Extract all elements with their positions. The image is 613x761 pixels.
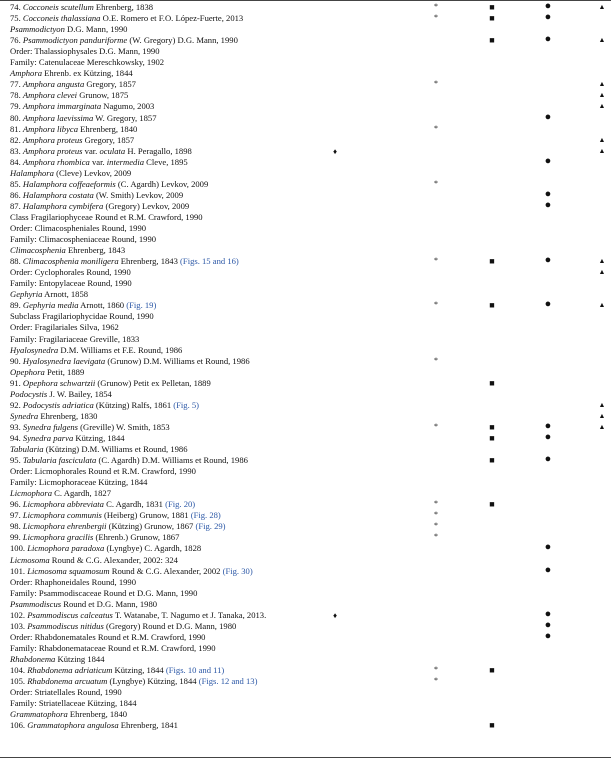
taxon-text: 75. xyxy=(10,13,23,24)
taxon-label xyxy=(10,24,127,35)
triangle-marker: ▲ xyxy=(598,80,606,89)
asterisk-marker: * xyxy=(434,2,438,11)
taxon-name-italic: Halamphora costata xyxy=(22,189,94,200)
taxon-text: 74. xyxy=(10,2,23,12)
circle-marker: ● xyxy=(544,198,552,211)
taxon-text: 97. xyxy=(10,510,23,521)
taxon-name-italic: Psammodictyon xyxy=(10,24,65,35)
taxon-text: 105. xyxy=(10,676,28,687)
taxon-label xyxy=(10,223,146,234)
taxon-text: Round & C.G. Alexander, 2002 xyxy=(109,565,223,576)
taxon-name-italic: Hyalosynedra xyxy=(10,344,59,355)
table-row xyxy=(10,720,610,732)
taxon-text: Order: Cyclophorales Round, 1990 xyxy=(10,267,131,278)
taxon-name-italic: Licmophora paradoxa xyxy=(27,543,105,554)
taxon-label xyxy=(10,643,216,654)
taxon-text: Ehrenberg, 1840 xyxy=(67,709,128,720)
taxon-label xyxy=(10,665,224,676)
taxon-name-italic: Cocconeis thalassiana xyxy=(22,13,101,24)
asterisk-marker: * xyxy=(434,521,438,531)
taxon-text: 95. xyxy=(10,455,23,466)
circle-marker: ● xyxy=(544,254,552,267)
taxon-text: 80. xyxy=(10,112,23,123)
taxon-text: (W. Gregory) D.G. Mann, 1990 xyxy=(127,35,238,46)
triangle-marker: ▲ xyxy=(598,400,606,409)
taxon-label xyxy=(10,35,238,46)
taxon-label xyxy=(10,13,243,24)
taxon-text: 99. xyxy=(10,532,23,543)
taxon-label xyxy=(10,422,170,433)
circle-marker: ● xyxy=(544,563,552,576)
figure-reference: (Fig. 29) xyxy=(195,521,226,532)
square-marker: ■ xyxy=(489,432,495,443)
taxon-label xyxy=(10,610,266,621)
taxon-label xyxy=(10,455,248,466)
square-marker: ■ xyxy=(489,2,495,12)
taxon-text: Order: Rhaphoneidales Round, 1990 xyxy=(10,576,137,587)
asterisk-marker: * xyxy=(434,665,438,674)
taxon-name-italic: oculata xyxy=(99,145,126,156)
square-marker: ■ xyxy=(489,13,495,24)
taxon-text: Kützing, 1844 xyxy=(73,432,125,443)
taxon-text: C. Agardh, 1827 xyxy=(52,488,111,499)
taxon-text: Kützing 1844 xyxy=(55,653,105,664)
taxon-label xyxy=(10,654,105,665)
taxon-text: (Ehrenb.) Grunow, 1867 xyxy=(93,532,180,543)
asterisk-marker: * xyxy=(434,676,438,686)
taxon-label xyxy=(10,698,137,709)
taxon-label xyxy=(10,311,154,322)
taxon-text: Order: Striatellales Round, 1990 xyxy=(10,687,122,698)
taxon-text: Class Fragilariophyceae Round et R.M. Crawford, 1990 xyxy=(10,211,203,222)
circle-marker: ● xyxy=(544,11,552,24)
taxon-label xyxy=(10,256,239,267)
taxon-text: 98. xyxy=(10,521,23,532)
taxon-name-italic: Gephyria media xyxy=(22,300,79,311)
taxon-text: 104. xyxy=(10,665,28,675)
taxon-label xyxy=(10,367,84,378)
taxon-label xyxy=(10,157,188,168)
taxon-text: Arnott, 1858 xyxy=(42,289,89,300)
taxon-text: (C. Agardh) D.M. Williams et Round, 1986 xyxy=(96,455,248,466)
taxon-text: 93. xyxy=(10,421,23,432)
taxon-name-italic: Rhabdonema arcuatum xyxy=(27,676,108,687)
figure-reference: (Figs. 10 and 11) xyxy=(165,665,225,675)
taxon-text: 78. xyxy=(10,90,23,101)
taxon-text: Ehrenberg, 1840 xyxy=(78,123,138,134)
taxon-text: Family: Licmophoraceae Kützing, 1844 xyxy=(10,477,148,488)
circle-marker: ● xyxy=(544,629,552,642)
asterisk-marker: * xyxy=(434,13,438,23)
taxon-text: 82. xyxy=(10,134,23,145)
taxon-label xyxy=(10,234,156,245)
taxon-name-italic: Amphora rhombica xyxy=(22,156,90,167)
asterisk-marker: * xyxy=(434,421,438,431)
taxon-text: Arnott, 1860 xyxy=(78,300,127,311)
taxon-text: Family: Fragilariaceae Greville, 1833 xyxy=(10,333,140,344)
taxon-text: 85. xyxy=(10,178,23,189)
taxon-label xyxy=(10,90,128,101)
taxon-name-italic: Climacosphenia xyxy=(10,245,66,256)
taxon-name-italic: Podocystis xyxy=(10,388,48,399)
taxon-name-italic: Psammodiscus xyxy=(10,598,62,609)
taxon-name-italic: Amphora proteus xyxy=(22,134,83,145)
circle-marker: ● xyxy=(544,453,552,466)
taxon-label xyxy=(10,621,236,632)
square-marker: ■ xyxy=(489,455,495,466)
taxon-text: 91. xyxy=(10,377,23,388)
diamond-marker: ♦ xyxy=(332,610,338,620)
taxon-text: (Kützing) D.M. Williams et Round, 1986 xyxy=(43,444,188,454)
taxon-label xyxy=(10,510,221,521)
taxon-name-italic: Rhabdonema adriaticum xyxy=(27,665,113,675)
taxon-label xyxy=(10,245,125,256)
taxon-label xyxy=(10,477,147,488)
taxon-text: (Lyngbye) Kützing, 1844 xyxy=(107,676,199,687)
triangle-marker: ▲ xyxy=(598,257,606,266)
taxon-name-italic: Cocconeis scutellum xyxy=(22,2,94,12)
taxon-text: J. W. Bailey, 1854 xyxy=(47,388,112,399)
taxon-text: Ehrenberg, 1843 xyxy=(65,245,126,256)
taxon-text: (Heiberg) Grunow, 1881 xyxy=(101,510,191,521)
asterisk-marker: * xyxy=(434,532,438,542)
figure-reference: (Fig. 30) xyxy=(222,565,253,576)
taxon-text: Cleve, 1895 xyxy=(144,156,188,167)
taxon-label xyxy=(10,543,201,554)
square-marker: ■ xyxy=(489,300,495,311)
taxon-text: Petit, 1889 xyxy=(44,366,85,377)
asterisk-marker: * xyxy=(434,499,438,509)
taxon-text: Family: Rhabdonemataceae Round et R.M. Crawford, 1990 xyxy=(10,642,216,653)
taxon-text: (Gregory) Round et D.G. Mann, 1980 xyxy=(103,620,237,631)
taxon-name-italic: Tabularia xyxy=(10,444,44,454)
taxon-name-italic: Synedra xyxy=(10,410,39,421)
taxon-text: 83. xyxy=(10,145,23,156)
taxon-label xyxy=(10,499,195,510)
taxon-label xyxy=(10,444,188,455)
asterisk-marker: * xyxy=(434,300,438,310)
taxon-label xyxy=(10,676,257,687)
taxon-text: 96. xyxy=(10,499,23,510)
taxon-label xyxy=(10,577,136,588)
diamond-marker: ♦ xyxy=(332,146,338,156)
taxon-text: Family: Catenulaceae Mereschkowsky, 1902 xyxy=(10,57,165,68)
taxon-label xyxy=(10,433,125,444)
taxon-text: Ehrenberg, 1841 xyxy=(118,720,178,731)
figure-reference: (Fig. 28) xyxy=(190,510,221,521)
taxon-name-italic: Licmophora xyxy=(10,488,53,499)
taxon-text: H. Peragallo, 1898 xyxy=(125,145,192,156)
table-bottom-rule xyxy=(0,757,611,758)
taxon-text: Gregory, 1857 xyxy=(82,134,135,145)
taxon-text: W. Gregory, 1857 xyxy=(93,112,157,123)
taxon-text: 87. xyxy=(10,200,23,211)
taxon-label xyxy=(10,687,122,698)
taxon-text: (Kützing) Ralfs, 1861 xyxy=(93,399,174,410)
taxon-name-italic: Licmophora ehrenbergii xyxy=(22,521,107,532)
taxon-text: Order: Thalassiophysales D.G. Mann, 1990 xyxy=(10,46,160,57)
taxon-label xyxy=(10,289,88,300)
taxon-name-italic: Opephora xyxy=(10,366,45,377)
taxon-text: Grunow, 1875 xyxy=(77,90,129,101)
taxon-label xyxy=(10,532,179,543)
taxon-label xyxy=(10,356,250,367)
figure-reference: (Figs. 12 and 13) xyxy=(198,676,258,687)
taxon-name-italic: Gephyria xyxy=(10,289,43,300)
taxon-text: Round et D.G. Mann, 1980 xyxy=(61,598,158,609)
figure-reference: (Figs. 15 and 16) xyxy=(180,256,239,267)
taxon-text: 94. xyxy=(10,432,23,443)
square-marker: ■ xyxy=(489,377,495,388)
taxon-text: Order: Fragilariales Silva, 1962 xyxy=(10,322,119,333)
figure-reference: (Fig. 20) xyxy=(165,499,196,510)
circle-marker: ● xyxy=(544,618,552,631)
taxon-label xyxy=(10,488,111,499)
square-marker: ■ xyxy=(489,720,495,731)
square-marker: ■ xyxy=(489,665,495,675)
taxon-text: Family: Psammodiscaceae Round et D.G. Mann, 1990 xyxy=(10,587,198,598)
circle-marker: ● xyxy=(544,154,552,167)
taxon-text: 77. xyxy=(10,79,23,90)
taxon-text: (Grunow) D.M. Williams et Round, 1986 xyxy=(105,355,250,366)
taxon-name-italic: Psammodictyon panduriforme xyxy=(22,35,128,46)
taxon-name-italic: Amphora immarginata xyxy=(22,101,102,112)
taxon-text: (C. Agardh) Levkov, 2009 xyxy=(115,178,209,189)
taxon-name-italic: Licmophora abbreviata xyxy=(22,499,104,510)
taxon-text: Kützing, 1844 xyxy=(112,665,166,675)
taxon-text: 88. xyxy=(10,256,23,267)
taxon-text: 86. xyxy=(10,189,23,200)
taxon-name-italic: Amphora xyxy=(10,68,42,79)
taxon-label xyxy=(10,389,112,400)
taxon-text: C. Agardh, 1831 xyxy=(103,499,166,510)
taxon-name-italic: Amphora angusta xyxy=(22,79,85,90)
circle-marker: ● xyxy=(544,110,552,123)
taxon-text: D.M. Williams et F.E. Round, 1986 xyxy=(58,344,183,355)
taxon-text: (W. Smith) Levkov, 2009 xyxy=(93,189,184,200)
taxon-text: Ehrenberg, 1830 xyxy=(38,410,98,421)
square-marker: ■ xyxy=(489,421,495,432)
circle-marker: ● xyxy=(544,33,552,46)
taxon-label xyxy=(10,212,203,223)
taxon-name-italic: Synedra parva xyxy=(22,432,74,443)
taxon-text: (Gregory) Levkov, 2009 xyxy=(103,200,190,211)
taxon-text: 81. xyxy=(10,123,23,134)
square-marker: ■ xyxy=(489,256,495,267)
taxon-name-italic: Tabularia fasciculata xyxy=(22,455,97,466)
triangle-marker: ▲ xyxy=(598,102,606,111)
taxon-text: Ehrenberg, 1838 xyxy=(93,2,154,12)
taxon-text: Order: Climacospheniales Round, 1990 xyxy=(10,223,147,233)
taxon-name-italic: Amphora laevissima xyxy=(22,112,94,123)
taxon-text: (Lyngbye) C. Agardh, 1828 xyxy=(104,543,202,554)
taxon-label xyxy=(10,345,182,356)
asterisk-marker: * xyxy=(434,79,438,89)
taxon-name-italic: Licmosoma xyxy=(10,554,50,565)
taxon-name-italic: Licmophora communis xyxy=(22,510,102,521)
taxon-text: T. Watanabe, T. Nagumo et J. Tanaka, 2013. xyxy=(112,609,267,620)
circle-marker: ● xyxy=(544,607,552,620)
taxon-label xyxy=(10,135,134,146)
square-marker: ■ xyxy=(489,499,495,510)
taxon-name-italic: Halamphora coffeaeformis xyxy=(22,178,116,189)
taxon-name-italic: Hyalosynedra laevigata xyxy=(22,355,106,366)
figure-reference: (Fig. 5) xyxy=(173,399,200,410)
triangle-marker: ▲ xyxy=(598,411,606,420)
taxon-name-italic: Amphora clevei xyxy=(22,90,78,101)
circle-marker: ● xyxy=(544,430,552,443)
taxon-name-italic: Climacosphenia moniligera xyxy=(22,256,119,267)
taxon-text: 84. xyxy=(10,156,23,167)
taxon-name-italic: Halamphora cymbifera xyxy=(22,200,104,211)
taxon-text: 103. xyxy=(10,620,28,631)
taxon-text: O.E. Romero et F.O. López-Fuerte, 2013 xyxy=(100,13,244,24)
triangle-marker: ▲ xyxy=(598,422,606,431)
taxon-text: Order: Licmophorales Round et R.M. Crawford, 1990 xyxy=(10,466,196,477)
taxon-text: Family: Entopylaceae Round, 1990 xyxy=(10,278,132,289)
taxon-label xyxy=(10,521,226,532)
taxon-label xyxy=(10,68,133,79)
taxon-text: 101. xyxy=(10,565,28,576)
taxon-text: 102. xyxy=(10,609,28,620)
taxon-text: Family: Climacospheniaceae Round, 1990 xyxy=(10,234,157,245)
square-marker: ■ xyxy=(489,35,495,46)
taxon-label xyxy=(10,709,127,720)
taxon-label xyxy=(10,201,189,212)
triangle-marker: ▲ xyxy=(598,146,606,155)
taxon-label xyxy=(10,46,160,57)
taxon-label xyxy=(10,378,211,389)
taxon-label xyxy=(10,466,196,477)
asterisk-marker: * xyxy=(434,355,438,365)
taxon-label xyxy=(10,334,139,345)
taxon-text: 100. xyxy=(10,543,28,554)
taxon-text: 90. xyxy=(10,355,23,366)
triangle-marker: ▲ xyxy=(598,301,606,310)
taxon-text: var. xyxy=(89,156,107,167)
taxon-label xyxy=(10,720,178,731)
taxon-label xyxy=(10,322,119,333)
taxon-text: (Greville) W. Smith, 1853 xyxy=(78,421,170,432)
taxon-name-italic: Podocystis adriatica xyxy=(22,399,94,410)
triangle-marker: ▲ xyxy=(598,3,606,11)
taxon-text: Gregory, 1857 xyxy=(84,79,136,90)
taxon-label xyxy=(10,278,132,289)
taxon-name-italic: Grammatophora angulosa xyxy=(27,720,119,731)
taxon-label xyxy=(10,113,157,124)
taxon-name-italic: Opephora schwartzii xyxy=(22,377,96,388)
triangle-marker: ▲ xyxy=(598,36,606,45)
taxon-label xyxy=(10,411,97,422)
taxon-label xyxy=(10,599,157,610)
triangle-marker: ▲ xyxy=(598,268,606,277)
taxon-text: Round & C.G. Alexander, 2002: 324 xyxy=(49,554,178,565)
taxon-text: 79. xyxy=(10,101,23,112)
taxon-text: Subclass Fragilariophycidae Round, 1990 xyxy=(10,311,154,322)
taxon-label xyxy=(10,124,137,135)
taxon-name-italic: Licmophora gracilis xyxy=(22,532,94,543)
taxon-label xyxy=(10,168,131,179)
taxon-label xyxy=(10,101,154,112)
circle-marker: ● xyxy=(544,0,552,12)
taxon-text: 106. xyxy=(10,720,28,731)
table-top-rule xyxy=(0,0,611,1)
taxon-label xyxy=(10,555,178,566)
taxon-name-italic: Synedra fulgens xyxy=(22,421,79,432)
taxon-label xyxy=(10,588,197,599)
taxon-label xyxy=(10,190,183,201)
taxon-text: Order: Rhabdonematales Round et R.M. Crawford, 1990 xyxy=(10,631,206,642)
taxon-text: Family: Striatellaceae Kützing, 1844 xyxy=(10,698,137,709)
circle-marker: ● xyxy=(544,187,552,200)
taxon-text: D.G. Mann, 1990 xyxy=(64,24,128,35)
taxon-text: (Cleve) Levkov, 2009 xyxy=(53,167,132,178)
taxon-name-italic: Licmosoma squamosum xyxy=(27,565,110,576)
taxon-name-italic: Psammodiscus calceatus xyxy=(27,609,113,620)
triangle-marker: ▲ xyxy=(598,91,606,100)
taxon-text: 89. xyxy=(10,300,23,311)
taxon-name-italic: intermedia xyxy=(106,156,144,167)
taxon-label xyxy=(10,146,192,157)
taxon-label xyxy=(10,2,153,13)
circle-marker: ● xyxy=(544,298,552,311)
taxon-label xyxy=(10,267,131,278)
taxon-name-italic: Amphora proteus xyxy=(22,145,83,156)
taxon-name-italic: Halamphora xyxy=(10,167,54,178)
taxon-label xyxy=(10,400,199,411)
taxon-text: Ehrenberg, 1843 xyxy=(118,256,181,267)
asterisk-marker: * xyxy=(434,510,438,520)
taxon-text: 92. xyxy=(10,399,23,410)
taxon-text: (Kützing) Grunow, 1867 xyxy=(106,521,196,532)
taxon-label xyxy=(10,79,136,90)
taxon-name-italic: Rhabdonema xyxy=(10,653,56,664)
figure-reference: (Fig. 19) xyxy=(126,300,157,311)
asterisk-marker: * xyxy=(434,178,438,188)
asterisk-marker: * xyxy=(434,123,438,133)
taxon-text: var. xyxy=(82,145,100,156)
taxon-text: (Grunow) Petit ex Pelletan, 1889 xyxy=(95,377,211,388)
taxon-label xyxy=(10,300,156,311)
taxon-label xyxy=(10,179,208,190)
taxon-name-italic: Grammatophora xyxy=(10,709,68,720)
asterisk-marker: * xyxy=(434,256,438,266)
circle-marker: ● xyxy=(544,419,552,432)
taxon-name-italic: Psammodiscus nitidus xyxy=(27,620,104,631)
triangle-marker: ▲ xyxy=(598,135,606,144)
taxon-text: Nagumo, 2003 xyxy=(101,101,155,112)
taxon-label xyxy=(10,566,253,577)
taxon-name-italic: Amphora libyca xyxy=(22,123,79,134)
taxon-label xyxy=(10,632,205,643)
circle-marker: ● xyxy=(544,541,552,554)
taxon-text: 76. xyxy=(10,35,23,46)
taxon-text: Ehrenb. ex Kützing, 1844 xyxy=(42,68,133,79)
taxon-label xyxy=(10,57,164,68)
